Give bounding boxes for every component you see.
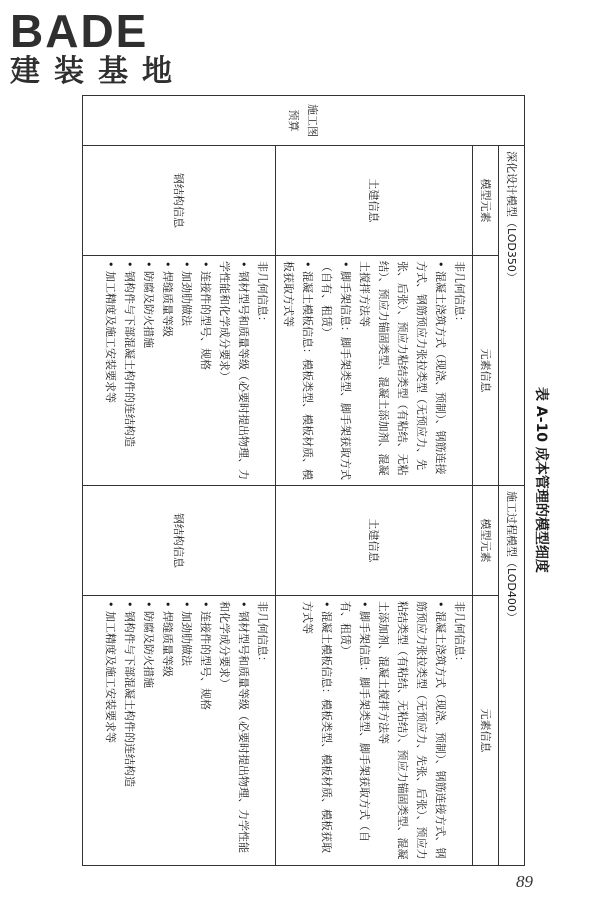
info-bullet: • 连接件的型号、规格: [196, 261, 215, 480]
logo-subtitle: 建装基地: [10, 54, 186, 89]
info-bullet: • 钢材型号和质量等级（必要时提出物理、力学性能和化学成分要求）: [215, 261, 253, 480]
element-info-steel-left: [83, 256, 276, 486]
info-bullet: • 混凝土模板信息：模板类型、模板材质、模板获取方式等: [298, 601, 336, 860]
table-row-steel: [83, 96, 276, 866]
info-bullet: • 加劲肋做法: [177, 261, 196, 480]
page-number: 89: [516, 872, 533, 891]
cost-management-lod-table: [82, 95, 525, 866]
info-intro: 非几何信息：: [453, 261, 466, 327]
rotated-table-page: [85, 95, 555, 865]
element-info-civil-right: [276, 596, 473, 866]
info-bullet: • 钢构件与下部混凝土构件的连结构造: [120, 601, 139, 860]
info-bullet: • 加工精度及施工安装要求等: [101, 261, 120, 480]
model-element-steel-right: 钢结构信息: [83, 486, 276, 596]
info-bullet: • 防腐及防火措施: [139, 601, 158, 860]
info-bullet: • 防腐及防火措施: [139, 261, 158, 480]
element-info-civil-left: [276, 256, 473, 486]
col-header-model-element-right: 模型元素: [473, 486, 499, 596]
info-bullet: • 混凝土浇筑方式（现浇、预制）、钢筋连接方式、钢筋预应力张拉类型（无预应力、先张、后张）、预应力粘结类型（有粘结、无粘结）、预应力锚固类型、混凝土添加剂、混凝土搅拌方法等: [374, 601, 450, 860]
model-element-civil-right: 土建信息: [276, 486, 473, 596]
element-info-steel-right: [83, 596, 276, 866]
info-bullet: • 焊缝质量等级: [158, 601, 177, 860]
info-bullet: • 焊缝质量等级: [158, 261, 177, 480]
info-intro: 非几何信息：: [256, 601, 269, 667]
info-intro: 非几何信息：: [453, 601, 466, 667]
row-header-construction-budget: 施工图预算: [83, 96, 525, 146]
info-intro: 非几何信息：: [256, 261, 269, 327]
info-bullet: • 脚手架信息：脚手架类型、脚手架获取方式（自有、租赁）: [317, 261, 355, 480]
col-header-model-element-left: 模型元素: [473, 146, 499, 256]
table-title: 表 A-10 成本管理的模型细度: [533, 387, 549, 573]
group-header-lod400: 施工过程模型（LOD400）: [499, 486, 525, 866]
table-row-civil: [276, 96, 473, 866]
info-bullet: • 加劲肋做法: [177, 601, 196, 860]
info-bullet: • 混凝土模板信息：模板类型、模板材质、模板获取方式等: [279, 261, 317, 480]
info-bullet: • 钢材型号和质量等级（必要时提出物理、力学性能和化学成分要求）: [215, 601, 253, 860]
info-bullet: • 加工精度及施工安装要求等: [101, 601, 120, 860]
model-element-steel-left: 钢结构信息: [83, 146, 276, 256]
col-header-element-info-left: 元素信息: [473, 256, 499, 486]
info-bullet: • 脚手架信息：脚手架类型、脚手架获取方式（自有、租赁）: [336, 601, 374, 860]
info-bullet: • 连接件的型号、规格: [196, 601, 215, 860]
bade-logo: [10, 5, 186, 89]
info-bullet: • 钢构件与下部混凝土构件的连结构造: [120, 261, 139, 480]
model-element-civil-left: 土建信息: [276, 146, 473, 256]
group-header-lod350: 深化设计模型（LOD350）: [499, 146, 525, 486]
logo-wordmark: BADE: [10, 5, 149, 57]
col-header-element-info-right: 元素信息: [473, 596, 499, 866]
info-bullet: • 混凝土浇筑方式（现浇、预制）、钢筋连接方式、钢筋预应力张拉类型（无预应力、先张、后张）、预应力粘结类型（有粘结、无粘结）、预应力锚固类型、混凝土添加剂、混凝土搅拌方法等: [355, 261, 450, 480]
